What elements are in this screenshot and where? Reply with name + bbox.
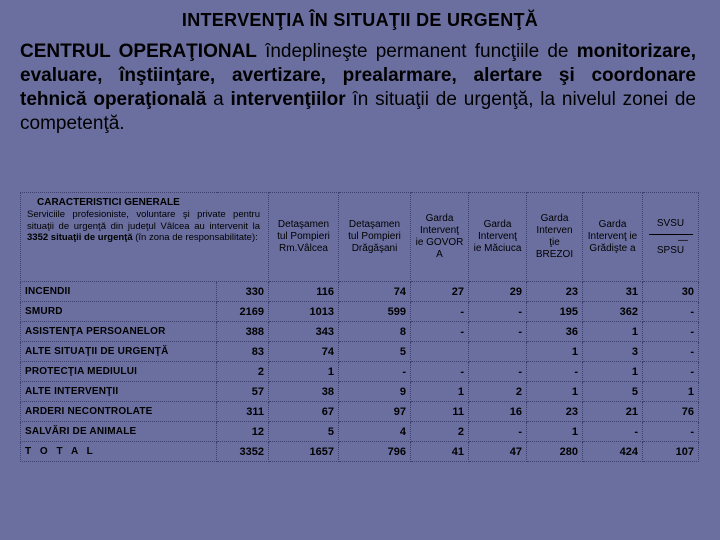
row-value: 424 bbox=[583, 442, 643, 462]
interventions-table bbox=[20, 192, 699, 462]
row-value: - bbox=[643, 422, 699, 442]
intro-bold-functions: monitorizare, evaluare, înştiinţare, avertizare, prealarmare, alertare şi coordonare tehnică operaţională bbox=[20, 41, 696, 110]
row-value: 74 bbox=[339, 282, 411, 302]
row-label: ALTE SITUAŢII DE URGENŢĂ bbox=[21, 342, 217, 362]
row-value: - bbox=[411, 362, 469, 382]
row-value: 31 bbox=[583, 282, 643, 302]
row-value: - bbox=[469, 302, 527, 322]
row-value: 1 bbox=[269, 362, 339, 382]
row-value: 5 bbox=[339, 342, 411, 362]
general-characteristics-heading: CARACTERISTICI GENERALE bbox=[37, 197, 180, 208]
row-value: 1 bbox=[527, 422, 583, 442]
row-value: 1 bbox=[411, 382, 469, 402]
column-header-dragasani: Detaşamen tul Pompieri Drăgăşani bbox=[339, 193, 411, 282]
row-value: 27 bbox=[411, 282, 469, 302]
row-value: - bbox=[643, 302, 699, 322]
row-value: 8 bbox=[339, 322, 411, 342]
intro-paragraph bbox=[20, 40, 696, 136]
row-total: 2 bbox=[217, 362, 269, 382]
row-value: 362 bbox=[583, 302, 643, 322]
row-label: ARDERI NECONTROLATE bbox=[21, 402, 217, 422]
desc-count: 3352 bbox=[27, 232, 49, 243]
column-header-gradistea: Garda Intervenţ ie Grădişte a bbox=[583, 193, 643, 282]
intro-text-1: îndeplineşte permanent funcţiile de bbox=[256, 41, 577, 62]
table-row bbox=[21, 342, 699, 362]
row-value: 29 bbox=[469, 282, 527, 302]
row-value bbox=[469, 342, 527, 362]
row-value: 1013 bbox=[269, 302, 339, 322]
row-value: 74 bbox=[269, 342, 339, 362]
desc-bold: situaţii de urgenţă bbox=[48, 232, 133, 243]
intro-text-2: a bbox=[206, 89, 231, 110]
row-value: 36 bbox=[527, 322, 583, 342]
table-row bbox=[21, 302, 699, 322]
svsu-label: SVSU bbox=[656, 217, 685, 229]
column-header-svsu-spsu bbox=[643, 193, 699, 282]
row-total: 330 bbox=[217, 282, 269, 302]
row-value: 97 bbox=[339, 402, 411, 422]
general-characteristics-text bbox=[27, 209, 260, 244]
row-value: - bbox=[643, 342, 699, 362]
row-label: T O T A L bbox=[21, 442, 217, 462]
row-value: 195 bbox=[527, 302, 583, 322]
row-value: 21 bbox=[583, 402, 643, 422]
row-value: 1 bbox=[527, 382, 583, 402]
table-row bbox=[21, 422, 699, 442]
row-label: PROTECŢIA MEDIULUI bbox=[21, 362, 217, 382]
row-value: 280 bbox=[527, 442, 583, 462]
row-value: 47 bbox=[469, 442, 527, 462]
column-header-maciuca: Garda Intervenţ ie Măciuca bbox=[469, 193, 527, 282]
row-value: 599 bbox=[339, 302, 411, 322]
row-value: 1 bbox=[583, 322, 643, 342]
row-value: 107 bbox=[643, 442, 699, 462]
row-label: ALTE INTERVENŢII bbox=[21, 382, 217, 402]
row-label: INCENDII bbox=[21, 282, 217, 302]
row-label: ASISTENŢA PERSOANELOR bbox=[21, 322, 217, 342]
row-value: - bbox=[469, 322, 527, 342]
row-value: - bbox=[583, 422, 643, 442]
row-value: 116 bbox=[269, 282, 339, 302]
table-row bbox=[21, 322, 699, 342]
row-value: - bbox=[411, 302, 469, 322]
table-row bbox=[21, 402, 699, 422]
row-value: 2 bbox=[411, 422, 469, 442]
table-row bbox=[21, 382, 699, 402]
spsu-label: SPSU bbox=[656, 244, 685, 256]
row-value: 1 bbox=[527, 342, 583, 362]
row-value: - bbox=[469, 362, 527, 382]
row-value: 30 bbox=[643, 282, 699, 302]
row-value: 67 bbox=[269, 402, 339, 422]
row-value: 9 bbox=[339, 382, 411, 402]
row-total: 83 bbox=[217, 342, 269, 362]
intro-text-3: în situaţii de urgenţă, la nivelul zonei de competenţă. bbox=[20, 89, 696, 134]
row-value: - bbox=[643, 362, 699, 382]
svsu-dash: — bbox=[678, 234, 688, 246]
table-row bbox=[21, 362, 699, 382]
table-header-row bbox=[21, 193, 699, 282]
column-header-brezoi: Garda Interven ţie BREZOI bbox=[527, 193, 583, 282]
column-header-rm-valcea: Detaşamen tul Pompieri Rm.Vâlcea bbox=[269, 193, 339, 282]
row-value: - bbox=[527, 362, 583, 382]
row-total: 57 bbox=[217, 382, 269, 402]
row-value: 5 bbox=[269, 422, 339, 442]
row-total: 2169 bbox=[217, 302, 269, 322]
row-value: 11 bbox=[411, 402, 469, 422]
column-header-govora: Garda Intervenţ ie GOVOR A bbox=[411, 193, 469, 282]
row-value: 4 bbox=[339, 422, 411, 442]
row-value: 16 bbox=[469, 402, 527, 422]
row-value: 3 bbox=[583, 342, 643, 362]
intro-bold-lead: CENTRUL OPERAŢIONAL bbox=[20, 41, 257, 62]
desc-pre: Serviciile profesioniste, voluntare şi private pentru situaţii de urgenţă din judeţul Vâlcea au intervenit la bbox=[27, 209, 260, 232]
row-value: - bbox=[643, 322, 699, 342]
table-row bbox=[21, 282, 699, 302]
row-value: 1657 bbox=[269, 442, 339, 462]
row-value: 23 bbox=[527, 282, 583, 302]
general-characteristics-cell bbox=[21, 193, 269, 282]
desc-post: (în zona de responsabilitate): bbox=[132, 232, 258, 243]
page-title: INTERVENŢIA ÎN SITUAŢII DE URGENŢĂ bbox=[181, 10, 539, 30]
row-value: 1 bbox=[583, 362, 643, 382]
row-value: 5 bbox=[583, 382, 643, 402]
row-value: 2 bbox=[469, 382, 527, 402]
row-value bbox=[411, 342, 469, 362]
row-value: - bbox=[469, 422, 527, 442]
row-value: 796 bbox=[339, 442, 411, 462]
row-value: 343 bbox=[269, 322, 339, 342]
row-value: 1 bbox=[643, 382, 699, 402]
intro-bold-interventions: intervenţiilor bbox=[230, 89, 346, 110]
row-value: 41 bbox=[411, 442, 469, 462]
row-value: - bbox=[339, 362, 411, 382]
row-label: SALVĂRI DE ANIMALE bbox=[21, 422, 217, 442]
row-label: SMURD bbox=[21, 302, 217, 322]
row-total: 388 bbox=[217, 322, 269, 342]
row-total: 3352 bbox=[217, 442, 269, 462]
row-value: 38 bbox=[269, 382, 339, 402]
row-value: 23 bbox=[527, 402, 583, 422]
row-total: 311 bbox=[217, 402, 269, 422]
row-value: 76 bbox=[643, 402, 699, 422]
row-total: 12 bbox=[217, 422, 269, 442]
row-value: - bbox=[411, 322, 469, 342]
table-row bbox=[21, 442, 699, 462]
